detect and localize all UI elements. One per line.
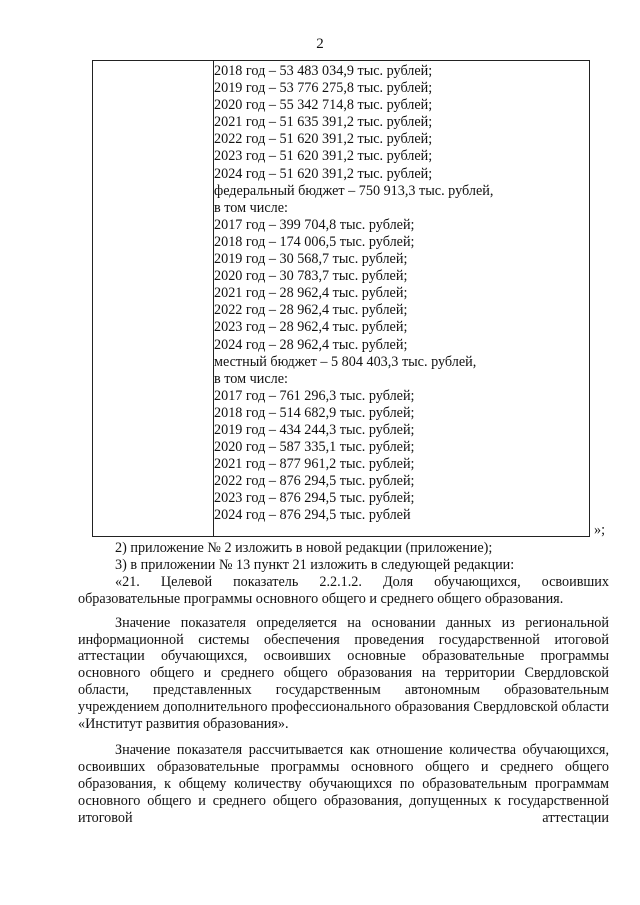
paragraph-item-2: 2) приложение № 2 изложить в новой редакции (приложение);: [115, 540, 493, 556]
budget-line: 2019 год – 53 776 275,8 тыс. рублей;: [214, 80, 433, 97]
table-closing-quote: »;: [594, 522, 606, 538]
budget-line: 2020 год – 587 335,1 тыс. рублей;: [214, 439, 415, 456]
paragraph-determination: Значение показателя определяется на основании данных из региональной информационной системы обеспечения проведения государственной итоговой аттестации обучающихся, освоивших основные образовательные программы основного общего и среднего общего образования на территории Свердловской области, представленных государственным автономным образовательным учреждением дополнительного профессионального образования Свердловской области «Институт развития образования».: [78, 614, 609, 733]
budget-line: 2018 год – 53 483 034,9 тыс. рублей;: [214, 63, 433, 79]
page-number: 2: [316, 36, 324, 52]
budget-line: 2023 год – 51 620 391,2 тыс. рублей;: [214, 148, 433, 165]
paragraph-item-3: 3) в приложении № 13 пункт 21 изложить в следующей редакции:: [115, 556, 515, 573]
budget-line: 2021 год – 28 962,4 тыс. рублей;: [214, 285, 408, 302]
budget-line: 2022 год – 28 962,4 тыс. рублей;: [214, 302, 408, 319]
budget-line: 2023 год – 28 962,4 тыс. рублей;: [214, 319, 408, 336]
body-text: [78, 540, 609, 827]
budget-line: федеральный бюджет – 750 913,3 тыс. рублей,: [214, 182, 494, 199]
budget-line: 2017 год – 399 704,8 тыс. рублей;: [214, 216, 415, 233]
budget-line: 2017 год – 761 296,3 тыс. рублей;: [214, 387, 415, 404]
budget-line: 2018 год – 514 682,9 тыс. рублей;: [214, 404, 415, 421]
budget-line: 2020 год – 30 783,7 тыс. рублей;: [214, 268, 408, 285]
budget-line: 2023 год – 876 294,5 тыс. рублей;: [214, 490, 415, 507]
budget-line: 2021 год – 51 635 391,2 тыс. рублей;: [214, 114, 433, 131]
budget-line: 2022 год – 51 620 391,2 тыс. рублей;: [214, 131, 433, 148]
budget-line: 2021 год – 877 961,2 тыс. рублей;: [214, 456, 415, 473]
paragraph-calculation: Значение показателя рассчитывается как отношение количества обучающихся, освоивших образовательные программы основного общего и среднего общего образования, к общему количеству обучающихся по образовательным программам основного общего и среднего общего образования, допущенных к государственной итоговой аттестации: [78, 741, 609, 826]
budget-line: 2019 год – 434 244,3 тыс. рублей;: [214, 421, 415, 438]
paragraph-point-21: «21. Целевой показатель 2.2.1.2. Доля обучающихся, освоивших образовательные программы основного общего и среднего общего образования.: [78, 573, 609, 607]
budget-line: в том числе:: [214, 370, 288, 387]
budget-line: 2024 год – 28 962,4 тыс. рублей;: [214, 336, 408, 353]
budget-line: 2019 год – 30 568,7 тыс. рублей;: [214, 251, 408, 268]
budget-line: 2024 год – 876 294,5 тыс. рублей: [214, 507, 411, 524]
budget-lines: [214, 63, 493, 525]
budget-line: местный бюджет – 5 804 403,3 тыс. рублей,: [214, 353, 477, 370]
budget-line: в том числе:: [214, 199, 288, 216]
budget-line: 2018 год – 174 006,5 тыс. рублей;: [214, 233, 415, 250]
budget-line: 2024 год – 51 620 391,2 тыс. рублей;: [214, 165, 433, 182]
budget-line: 2022 год – 876 294,5 тыс. рублей;: [214, 473, 415, 490]
budget-line: 2020 год – 55 342 714,8 тыс. рублей;: [214, 97, 433, 114]
